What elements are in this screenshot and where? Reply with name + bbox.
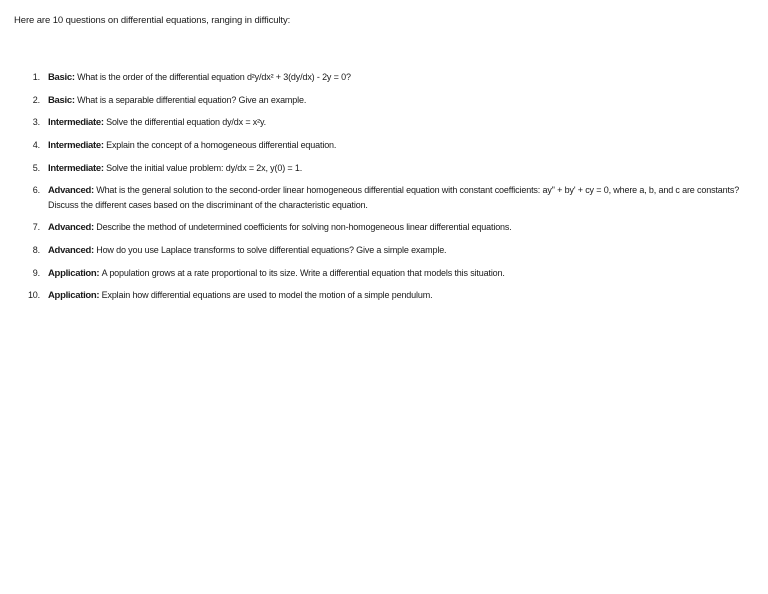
question-level: Advanced:	[48, 222, 97, 234]
question-number: 5.	[32, 162, 40, 173]
question-number: 8.	[32, 244, 40, 255]
question-text: Solve the differential equation dy/dx = x²y.	[106, 117, 267, 128]
question-text: Explain the concept of a homogeneous differential equation.	[106, 140, 337, 151]
question-number: 6.	[32, 185, 40, 196]
question-text: Explain how differential equations are used to model the motion of a simple pendulum.	[101, 290, 433, 301]
question-level: Intermediate:	[48, 162, 107, 174]
question-text: How do you use Laplace transforms to solve differential equations? Give a simple example.	[96, 244, 447, 255]
question-list	[0, 70, 760, 311]
question-item	[0, 93, 760, 108]
question-item	[0, 161, 760, 176]
question-number: 4.	[32, 140, 40, 151]
question-item	[0, 70, 760, 85]
question-item	[0, 243, 760, 258]
question-level: Intermediate:	[48, 140, 107, 152]
question-text: Describe the method of undetermined coefficients for solving non-homogeneous linear differential equations.	[96, 222, 512, 233]
intro-text: Here are 10 questions on differential equations, ranging in difficulty:	[14, 15, 291, 26]
question-item	[0, 138, 760, 153]
question-item	[0, 266, 760, 281]
question-level: Basic:	[48, 94, 78, 106]
question-number: 2.	[32, 94, 40, 105]
question-level: Advanced:	[48, 244, 97, 256]
question-level: Basic:	[48, 72, 78, 83]
question-item	[0, 220, 760, 235]
question-number: 7.	[32, 222, 40, 233]
question-number: 9.	[32, 267, 40, 278]
question-item	[0, 288, 760, 303]
question-text: What is the general solution to the second-order linear homogeneous differential equation with constant coefficients: ay'' + by' + cy = 0, where a, b, and c are constants? Discuss the different cases based on the discriminant of the characteristic equation.	[48, 185, 740, 211]
question-item	[0, 183, 760, 212]
question-level: Application:	[48, 290, 102, 302]
question-level: Application:	[48, 267, 102, 279]
question-item	[0, 115, 760, 130]
question-number: 1.	[32, 72, 40, 82]
question-level: Advanced:	[48, 185, 97, 197]
question-number: 3.	[32, 117, 40, 128]
question-level: Intermediate:	[48, 117, 107, 129]
question-text: What is a separable differential equation? Give an example.	[77, 94, 307, 105]
question-text: Solve the initial value problem: dy/dx = 2x, y(0) = 1.	[106, 162, 303, 173]
question-text: A population grows at a rate proportional to its size. Write a differential equation that models this situation.	[101, 267, 505, 278]
question-number: 10.	[27, 290, 40, 301]
question-text: What is the order of the differential equation d²y/dx² + 3(dy/dx) - 2y = 0?	[77, 72, 351, 82]
